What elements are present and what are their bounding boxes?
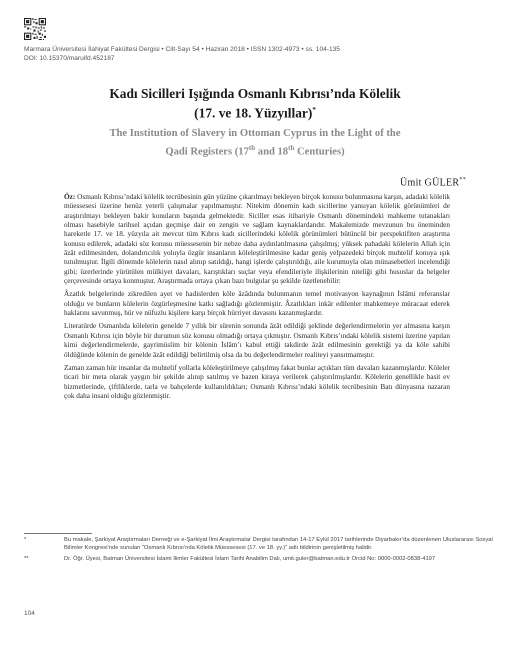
english-title-line-2: Qadi Registers (17th and 18th Centuries) bbox=[165, 144, 345, 158]
journal-header bbox=[24, 45, 494, 63]
abstract-paragraph-2: Âzatlık belgelerinde zikredilen ayet ve hadislerden köle âzâdında bulunmanın temel motivasyon kaynağının İslâmi referanslar olduğu ve bunların kölelerin özgürleşmesine katkı sağladığı gözlenmiştir. Âzatlıkları inkâr edilenler mahkemeye müracaat ederek haklarını savunmuş, hür ve nüfuzlu kişilere karşı birçok hürriyet davasını kazanmışlardır. bbox=[64, 290, 450, 318]
footnote-text: Dr. Öğr. Üyesi, Batman Üniversitesi İslami İlimler Fakültesi İslam Tarihi Anabilim Dalı, umit.guler@batman.edu.tr Orcid No: 0000-0002-0838-4197 bbox=[64, 556, 436, 563]
footnote-mark: ** bbox=[24, 556, 29, 563]
abstract-paragraph-3: Literatürde Osmanlıda kölelerin genelde 7 yıllık bir sürenin sonunda âzât edildiği şeklinde değerlendirmelerin yer almasına karşın Osmanlı Kıbrısı için böyle bir durumun söz konusu olmadığı ortaya çıkmıştır. Osmanlı Kıbrıs’ındaki kölelik sistemi üzerine yapılan kimi değerlendirmelerde, gayrimüslim bir kölenin İslâm’ı kabul ettiği takdirde âzât edilmesinin gerektiği ya da köle sahibi öldüğünde kölenin de genelde âzât edildiği belirtilmiş olsa da bu değerlendirmeler realiteyi yansıtmamıştır. bbox=[64, 322, 450, 359]
journal-citation: Marmara Üniversitesi İlahiyat Fakültesi Dergisi • Cilt-Sayı 54 • Haziran 2018 • ISSN 1302-4973 • ss. 104-135 bbox=[24, 46, 340, 53]
author-name: Ümit GÜLER** bbox=[400, 177, 466, 189]
title-line-2: (17. ve 18. Yüzyıllar)* bbox=[194, 105, 316, 121]
title-footnote-mark[interactable]: * bbox=[312, 106, 316, 114]
abstract-label: Öz: bbox=[64, 193, 76, 201]
abstract bbox=[64, 193, 450, 405]
page-number: 104 bbox=[24, 610, 35, 617]
footnote-divider bbox=[24, 533, 92, 534]
abstract-paragraph-4: Zaman zaman hür insanlar da muhtelif yollarla köleleştirilmeye çalışılmış fakat bunlar açtıkları tüm davaları kazanmışlardır. Köleler ticari bir meta olarak yaygın bir şekilde alınıp satılmış ve bazen kiraya verilerek çalıştırılmışlardır. Kölelerin genellikle basit ev hizmetlerinde, çiftliklerde, tarla ve bahçelerde kullanıldıkları; Osmanlı Kıbrısı’ndaki kölelik tecrübesinin Batı dünyasına nazaran çok daha insani olduğu gözlenmiştir. bbox=[64, 363, 450, 400]
qr-code-icon bbox=[24, 18, 46, 40]
footnotes bbox=[24, 536, 494, 566]
author-footnote-mark[interactable]: ** bbox=[459, 177, 466, 183]
footnote-item bbox=[24, 555, 494, 563]
english-title bbox=[40, 127, 470, 160]
article-title bbox=[40, 85, 470, 121]
abstract-paragraph-1: Öz: Osmanlı Kıbrısı’ndaki kölelik tecrübesinin gün yüzüne çıkarılmayı bekleyen birçok konusu bulunmasına karşın, adadaki kölelik müessesesi üzerine henüz yeterli çalışmalar yapılmamıştır. Nitekim dönemin kadı sicillerine yansıyan kölelik görünümleri de araştırılmayı bekleyen bakir konuların başında gelmektedir. Siciller esas itibariyle Osmanlı dönemindeki mahkeme tutanakları olması hasebiyle tarihsel açıdan geçmişe dair en zengin ve sağlam kaynaklardandır. Makalemizde mevzunun bu öneminden hareketle 17. ve 18. yüzyıla ait mevcut tüm Kıbrıs kadı sicillerindeki kölelik görünümleri bütüncül bir perspektifiten araştırma konusu edilerek, adadaki söz konusu müessesenin bir nebze daha aydınlatılmasına çalışılmış; yüksek pahadaki kölelerin Allah için âzât edilmesinden, dolandırıcılık yoluyla özgür insanların köleleştirilmesine kadar geniş yelpazedeki birçok muhtelif konuya ışık tutulmuştur. İlgili dönemde kölelerin nasıl alınıp satıldığı, hangi işlerde çalıştırıldığı, aile kurumuyla olan münasebetleri incelendiği gibi; üzerlerinde yürütülen mülkiyet davaları, karıştıkları suçlar veya efendileriyle ilişkilerinin niteliği gibi hususlar da belgeler çerçevesinde ortaya konmuştur. Araştırmada ortaya çıkan bazı bulgular şu şekilde özetlenebilir: bbox=[64, 193, 450, 286]
footnote-mark: * bbox=[24, 537, 27, 543]
doi-link[interactable]: DOI: 10.15370/maruifd.452187 bbox=[24, 55, 115, 62]
title-line-1: Kadı Sicilleri Işığında Osmanlı Kıbrısı’nda Kölelik bbox=[109, 86, 401, 101]
footnote-text: Bu makale, Şarkiyat Araştırmaları Derneği ve e-Şarkiyat İlmi Araştırmalar Dergisi tarafından 14-17 Eylül 2017 tarihlerinde Diyarbakır’da düzenlenen Uluslararası Sosyal Bilimler Kongresi’nde sunulan “Osmanlı Kıbrısı’nda Kölelik Müessesesi (17. ve 18. yy.)” adlı bildirinin genişletilmiş halidir. bbox=[64, 537, 493, 552]
english-title-line-1: The Institution of Slavery in Ottoman Cyprus in the Light of the bbox=[109, 128, 401, 139]
footnote-item bbox=[24, 536, 494, 552]
